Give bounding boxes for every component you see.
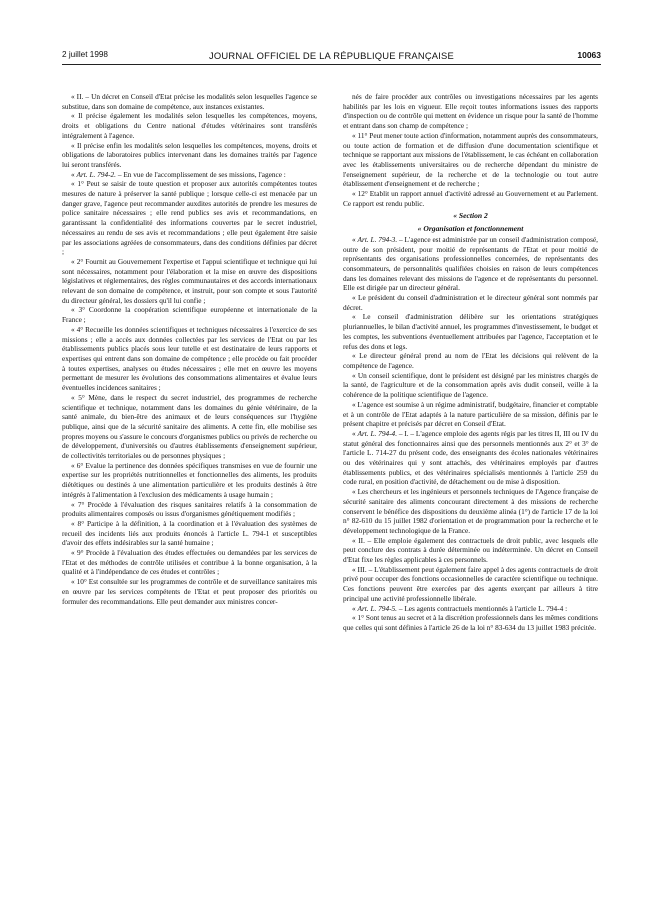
- paragraph: « 1° Sont tenus au secret et à la discrétion professionnels dans les mêmes conditions que celles qui sont définies à l'article 26 de la loi n° 83-634 du 13 juillet 1983 précitée.: [343, 613, 598, 632]
- article-reference: Art. L. 794-5.: [357, 603, 398, 613]
- paragraph: « 12° Etablit un rapport annuel d'activité adressé au Gouvernement et au Parlement. Ce rapport est rendu public.: [343, 189, 598, 208]
- article-reference: Art. L. 794-2.: [76, 169, 117, 179]
- paragraph: « 4° Recueille les données scientifiques et techniques nécessaires à l'exercice de ses missions ; elle a accès aux données collectées par les services de l'Etat ou par les établissements publics placés sous leur tutelle et est destinataire de leurs rapports et expertises qui entrent dans son domaine de compétence ; elle procède ou fait procéder à toutes expertises, analyses ou études nécessaires ; elle met en œuvre les moyens permettant de mesurer les évolutions des consommations alimentaires et évalue leurs éventuelles incidences sanitaires ;: [62, 324, 317, 393]
- paragraph: « 9° Procède à l'évaluation des études effectuées ou demandées par les services de l'Etat et des méthodes de contrôle utilisées et contribue à la bonne organisation, à la qualité et à l'indépendance de ces études et contrôles ;: [62, 548, 317, 577]
- paragraph: « II. – Elle emploie également des contractuels de droit public, avec lesquels elle peut conclure des contrats à durée déterminée ou indéterminée. Un décret en Conseil d'Etat fixe les règles applicables à ces personnels.: [343, 535, 598, 565]
- paragraph: « Art. L. 794-5. – Les agents contractuels mentionnés à l'article L. 794-4 :: [352, 603, 568, 613]
- paragraph: « 5° Mène, dans le respect du secret industriel, des programmes de recherche scientifique et technique, notamment dans les domaines du génie vétérinaire, de la santé animale, du bien-être des animaux et de leurs conséquences sur l'hygiène publique, ainsi que de la sécurité sanitaire des aliments. A cette fin, elle mobilise ses propres moyens ou s'assure le concours d'organismes publics ou privés de recherche ou de développement, d'universités ou d'autres établissements d'enseignement supérieur, de collectivités territoriales ou de personnes physiques ;: [62, 392, 317, 461]
- paragraph: « Les chercheurs et les ingénieurs et personnels techniques de l'Agence française de sécurité sanitaire des aliments concourant directement à des missions de recherche conservent le bénéfice des dispositions du deuxième alinéa (1°) de l'article 17 de la loi n° 82-610 du 15 juillet 1982 d'orientation et de programmation pour la recherche et le développement technologique de la France.: [343, 487, 598, 535]
- article-reference: Art. L. 794-3.: [357, 234, 398, 244]
- paragraph: « L'agence est soumise à un régime administratif, budgétaire, financier et comptable et à un contrôle de l'Etat adaptés à la nature particulière de sa mission, définis par le présent chapitre et précisés par décret en Conseil d'Etat.: [343, 399, 598, 429]
- paragraph: « 10° Est consultée sur les programmes de contrôle et de surveillance sanitaires mis en œuvre par les services compétents de l'Etat et peut proposer des priorités ou formuler des recommandations. Elle peut demander aux ministres concer-: [62, 577, 317, 606]
- right-column-continuation: [343, 92, 598, 208]
- paragraph: « Il précise également les modalités selon lesquelles les compétences, moyens, droits et obligations du Centre national d'études vétérinaires sont transférés intégralement à l'agence.: [62, 111, 317, 140]
- paragraph: « Le conseil d'administration délibère sur les orientations stratégiques pluriannuelles, le bilan d'activité annuel, les programmes d'investissement, le budget et les comptes, les subventions éventuellement attribuées par l'agence, l'acceptation et le refus des dons et legs.: [343, 312, 598, 351]
- left-column: [62, 92, 317, 872]
- paragraph: « 3° Coordonne la coopération scientifique européenne et internationale de la France ;: [62, 305, 317, 325]
- paragraph: « III. – L'établissement peut également faire appel à des agents contractuels de droit privé pour occuper des fonctions occasionnelles de caractère scientifique ou technique. Ces fonctions peuvent être exercées par des agents exerçant par ailleurs à titre principal une activité professionnelle libérale.: [343, 564, 598, 603]
- paragraph: « Art. L. 794-4. – I. – L'agence emploie des agents régis par les titres II, III ou IV du statut général des fonctionnaires ainsi que des personnels mentionnés aux 2° et 3° de l'article L. 714-27 du présent code, des enseignants des écoles nationales vétérinaires ou des vétérinaires qui y sont attachés, des vétérinaires employés par d'autres établissements publics, et des vétérinaires spécialisés mentionnés à l'article 259 du code rural, en position d'activité, de détachement ou de mise à disposition.: [343, 428, 598, 487]
- header-page-number: 10063: [577, 50, 601, 60]
- page-header: [62, 50, 601, 64]
- paragraph: nés de faire procéder aux contrôles ou investigations nécessaires par les agents habilités par les lois en vigueur. Elle reçoit toutes informations issues des rapports d'inspection ou de contrôle qui mettent en évidence un risque pour la santé de l'homme et entrant dans son champ de compétence ;: [343, 92, 598, 131]
- right-column: [343, 92, 598, 872]
- paragraph: « Le directeur général prend au nom de l'Etat les décisions qui relèvent de la compétence de l'agence.: [343, 351, 598, 370]
- paragraph: « 7° Procède à l'évaluation des risques sanitaires relatifs à la consommation de produits alimentaires composés ou issus d'organismes génétiquement modifiés ;: [62, 499, 317, 519]
- right-column-articles: [343, 235, 598, 633]
- paragraph: « Le président du conseil d'administration et le directeur général sont nommés par décret.: [343, 293, 598, 312]
- paragraph: « Un conseil scientifique, dont le président est désigné par les ministres chargés de la santé, de l'agriculture et de la consommation après avis dudit conseil, veille à la cohérence de la politique scientifique de l'agence.: [343, 370, 598, 400]
- header-title: JOURNAL OFFICIEL DE LA RÉPUBLIQUE FRANÇAISE: [209, 50, 454, 61]
- article-reference: Art. L. 794-4.: [357, 428, 398, 438]
- paragraph: « 8° Participe à la définition, à la coordination et à l'évaluation des systèmes de recueil des incidents liés aux produits énoncés à l'article L. 794-1 et susceptibles d'avoir des effets indésirables sur la santé humaine ;: [62, 518, 317, 548]
- section-number: « Section 2: [453, 211, 488, 221]
- paragraph: « 6° Evalue la pertinence des données spécifiques transmises en vue de fournir une expertise sur les propriétés nutritionnelles et fonctionnelles des aliments, les produits diététiques ou destinés à une alimentation particulière et les produits destinés à être intégrés à l'alimentation à l'exclusion des médicaments à usage humain ;: [62, 460, 317, 499]
- paragraph: « Il précise enfin les modalités selon lesquelles les compétences, moyens, droits et obligations de laboratoires publics intervenant dans les domaines traités par l'agence lui seront transférés.: [62, 140, 317, 169]
- header-rule: [62, 64, 601, 65]
- paragraph: « 2° Fournit au Gouvernement l'expertise et l'appui scientifique et technique qui lui sont nécessaires, notamment pour l'élaboration et la mise en œuvre des dispositions législatives et réglementaires, des règles communautaires et des accords internationaux relevant de son domaine de compétence, et instruit, pour son compte et sous l'autorité du directeur général, les dossiers qu'il lui confie ;: [62, 256, 317, 305]
- header-date: 2 juillet 1998: [62, 50, 108, 59]
- paragraph: « II. – Un décret en Conseil d'Etat précise les modalités selon lesquelles l'agence se substitue, dans son domaine de compétence, aux instances existantes.: [62, 92, 317, 111]
- paragraph: « 11° Peut mener toute action d'information, notamment auprès des consommateurs, ou toute action de formation et de diffusion d'une documentation scientifique et technique se rapportant aux missions de l'établissement, le cas échéant en collaboration avec les établissements universitaires ou de recherche dépendant du ministre de l'enseignement supérieur, de la recherche et de la technologie ou tout autre établissement d'enseignement et de recherche ;: [343, 130, 598, 189]
- paragraph: « 1° Peut se saisir de toute question et proposer aux autorités compétentes toutes mesures de nature à préserver la santé publique ; lorsque celle-ci est menacée par un danger grave, l'agence peut recommander auxdites autorités de prendre les mesures de police sanitaire nécessaires ; elle rend publics ses avis et recommandations, en garantissant la confidentialité des informations couvertes par le secret industriel, nécessaires au rendu de ses avis et recommandations ; elle peut également être saisie par les associations agréées de consommateurs, dans des conditions définies par décret ;: [62, 179, 317, 257]
- paragraph: « Art. L. 794-3. – L'agence est administrée par un conseil d'administration composé, outre de son président, pour moitié de représentants de l'Etat et pour moitié de représentants des organisations professionnelles concernées, de représentants des consommateurs, de personnalités qualifiées choisies en raison de leurs compétences dans les domaines relevant des missions de l'agence et de représentants du personnel. Elle est dirigée par un directeur général.: [343, 234, 598, 293]
- section-title: « Organisation et fonctionnement: [417, 224, 524, 234]
- paragraph: « Art. L. 794-2. – En vue de l'accomplissement de ses missions, l'agence :: [71, 169, 286, 179]
